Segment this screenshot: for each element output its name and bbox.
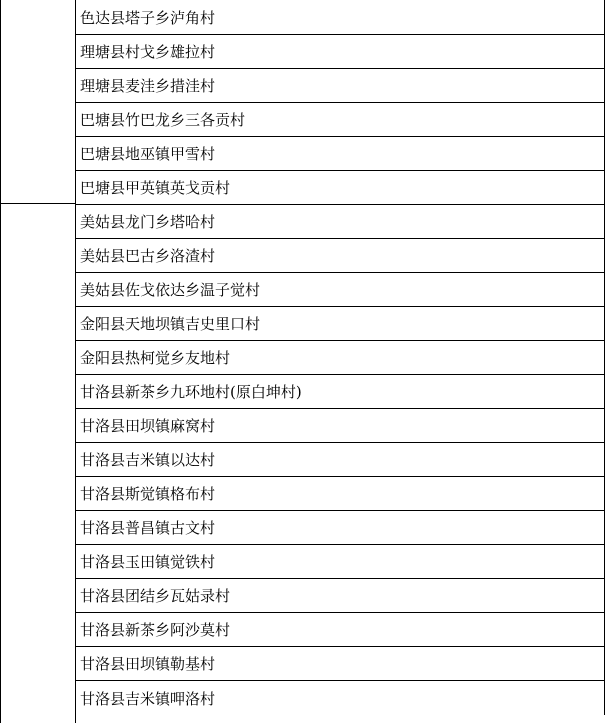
village-name-cell: 金阳县天地坝镇吉史里口村 <box>80 315 261 333</box>
village-name-cell: 甘洛县斯觉镇格布村 <box>80 485 216 503</box>
village-name-cell: 金阳县热柯觉乡友地村 <box>80 349 231 367</box>
table-row <box>76 137 604 171</box>
village-name-cell: 巴塘县竹巴龙乡三各贡村 <box>80 111 246 129</box>
table-row <box>76 545 604 579</box>
table-row <box>76 443 604 477</box>
table-row <box>76 103 604 137</box>
village-name-cell: 巴塘县地巫镇甲雪村 <box>80 145 216 163</box>
village-name-cell: 色达县塔子乡泸角村 <box>80 8 216 27</box>
village-name-cell: 甘洛县吉米镇呷洛村 <box>80 689 216 708</box>
table-row <box>76 273 604 307</box>
village-name-cell: 甘洛县吉米镇以达村 <box>80 451 216 469</box>
table-row <box>76 409 604 443</box>
table-row <box>76 171 604 205</box>
table-row <box>76 307 604 341</box>
village-column <box>76 0 605 715</box>
table-row <box>76 205 604 239</box>
table-row <box>76 579 604 613</box>
village-name-cell: 甘洛县田坝镇麻窝村 <box>80 417 216 435</box>
village-name-cell: 甘洛县普昌镇古文村 <box>80 519 216 537</box>
merged-region-cell-ganzi <box>0 0 76 204</box>
village-name-cell: 甘洛县新茶乡阿沙莫村 <box>80 621 231 639</box>
village-name-cell: 美姑县佐戈依达乡温子觉村 <box>80 281 261 299</box>
table-row <box>76 341 604 375</box>
table-row <box>76 239 604 273</box>
table-row <box>76 613 604 647</box>
table-row <box>76 647 604 681</box>
village-name-cell: 甘洛县新茶乡九环地村(原白坤村) <box>80 383 302 401</box>
table-row <box>76 35 604 69</box>
table-row <box>76 0 604 35</box>
village-name-cell: 理塘县麦洼乡措洼村 <box>80 77 216 95</box>
table-row <box>76 477 604 511</box>
village-name-cell: 甘洛县田坝镇勒基村 <box>80 655 216 673</box>
village-name-cell: 美姑县龙门乡塔哈村 <box>80 213 216 231</box>
table-row <box>76 375 604 409</box>
merged-region-cell-liangshan <box>0 203 76 723</box>
village-name-cell: 甘洛县玉田镇觉铁村 <box>80 553 216 571</box>
table-row <box>76 69 604 103</box>
village-name-cell: 巴塘县甲英镇英戈贡村 <box>80 179 231 197</box>
village-name-cell: 美姑县巴古乡洛渣村 <box>80 247 216 265</box>
village-name-cell: 理塘县村戈乡雄拉村 <box>80 43 216 61</box>
village-name-cell: 甘洛县团结乡瓦姑录村 <box>80 587 231 605</box>
table-row <box>76 511 604 545</box>
